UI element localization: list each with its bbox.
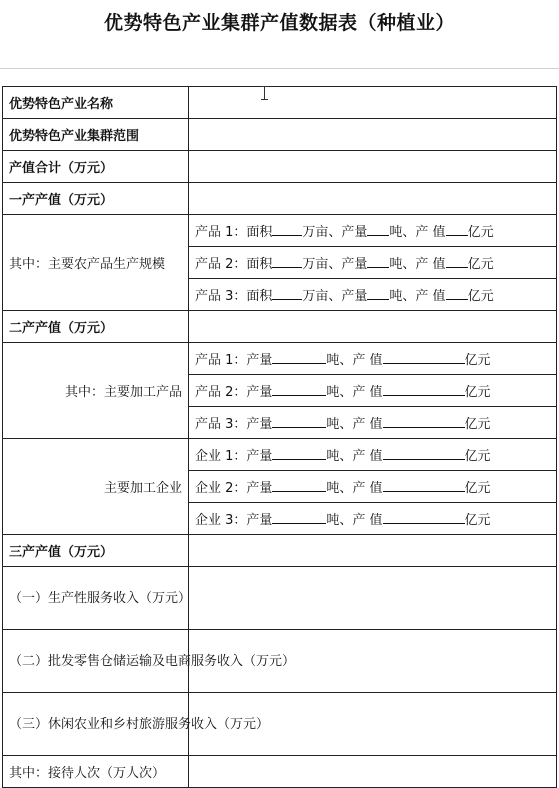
blank-line[interactable] <box>446 255 468 268</box>
product-unit: 吨、产 值 <box>326 385 383 400</box>
enterprise-unit: 吨、产 值 <box>326 449 383 464</box>
row-label-wholesale-services: （二）批发零售仓储运输及电商服务收入（万元） <box>3 630 189 693</box>
row-label-total-output: 产值合计（万元） <box>3 151 189 183</box>
enterprise-unit: 吨、产 值 <box>326 513 383 528</box>
product-unit: 亿元 <box>464 353 491 368</box>
enterprise-unit: 亿元 <box>464 513 491 528</box>
industry-name-field[interactable] <box>189 87 557 119</box>
product-prefix: 产品 3：产量 <box>195 417 273 432</box>
blank-line[interactable] <box>446 223 468 236</box>
row-label-primary-scale: 其中：主要农产品生产规模 <box>3 215 189 311</box>
row-label-primary-output: 一产产值（万元） <box>3 183 189 215</box>
product-unit: 亿元 <box>464 385 491 400</box>
product-unit: 吨、产 值 <box>326 353 383 368</box>
table-row <box>3 119 557 151</box>
enterprise-unit: 亿元 <box>464 449 491 464</box>
blank-line[interactable] <box>272 415 326 428</box>
enterprise-unit: 吨、产 值 <box>326 481 383 496</box>
tertiary-output-field[interactable] <box>189 535 557 567</box>
product-prefix: 产品 2：面积 <box>195 257 273 272</box>
enterprise-prefix: 企业 1：产量 <box>195 449 273 464</box>
cluster-scope-field[interactable] <box>189 119 557 151</box>
product-unit: 吨、产 值 <box>326 417 383 432</box>
table-row <box>3 630 557 693</box>
row-label-tertiary-output: 三产产值（万元） <box>3 535 189 567</box>
page-divider <box>0 68 559 69</box>
table-row <box>3 439 557 471</box>
primary-product-2[interactable] <box>189 247 557 279</box>
row-label-processed-products: 其中：主要加工产品 <box>3 343 189 439</box>
blank-line[interactable] <box>367 287 389 300</box>
product-prefix: 产品 1：面积 <box>195 225 273 240</box>
blank-line[interactable] <box>446 287 468 300</box>
product-unit: 亿元 <box>467 225 494 240</box>
secondary-output-field[interactable] <box>189 311 557 343</box>
row-label-cluster-scope: 优势特色产业集群范围 <box>3 119 189 151</box>
primary-output-field[interactable] <box>189 183 557 215</box>
row-label-production-services: （一）生产性服务收入（万元） <box>3 567 189 630</box>
text-cursor-icon <box>264 86 271 100</box>
row-label-leisure-tourism: （三）休闲农业和乡村旅游服务收入（万元） <box>3 693 189 756</box>
enterprise-3[interactable] <box>189 503 557 535</box>
data-table <box>2 86 557 788</box>
processed-product-3[interactable] <box>189 407 557 439</box>
product-unit: 亿元 <box>467 257 494 272</box>
enterprise-prefix: 企业 3：产量 <box>195 513 273 528</box>
product-prefix: 产品 2：产量 <box>195 385 273 400</box>
table-row <box>3 87 557 119</box>
blank-line[interactable] <box>383 415 465 428</box>
page-title: 优势特色产业集群产值数据表（种植业） <box>103 12 455 34</box>
blank-line[interactable] <box>383 383 465 396</box>
table-row <box>3 151 557 183</box>
product-prefix: 产品 1：产量 <box>195 353 273 368</box>
product-unit: 吨、产 值 <box>389 257 446 272</box>
product-prefix: 产品 3：面积 <box>195 289 273 304</box>
blank-line[interactable] <box>272 479 326 492</box>
table-row <box>3 183 557 215</box>
visitors-field[interactable] <box>189 756 557 788</box>
row-label-enterprises: 主要加工企业 <box>3 439 189 535</box>
blank-line[interactable] <box>367 255 389 268</box>
product-unit: 万亩、产量 <box>302 289 368 304</box>
table-row <box>3 311 557 343</box>
row-label-industry-name: 优势特色产业名称 <box>3 87 189 119</box>
table-row <box>3 535 557 567</box>
blank-line[interactable] <box>272 255 302 268</box>
blank-line[interactable] <box>383 511 465 524</box>
row-label-visitors: 其中：接待人次（万人次） <box>3 756 189 788</box>
product-unit: 万亩、产量 <box>302 257 368 272</box>
product-unit: 万亩、产量 <box>302 225 368 240</box>
blank-line[interactable] <box>272 351 326 364</box>
blank-line[interactable] <box>272 383 326 396</box>
blank-line[interactable] <box>272 287 302 300</box>
blank-line[interactable] <box>272 447 326 460</box>
enterprise-unit: 亿元 <box>464 481 491 496</box>
blank-line[interactable] <box>272 223 302 236</box>
blank-line[interactable] <box>383 447 465 460</box>
blank-line[interactable] <box>383 479 465 492</box>
blank-line[interactable] <box>367 223 389 236</box>
table-row <box>3 343 557 375</box>
production-services-field[interactable] <box>189 567 557 630</box>
table-row <box>3 215 557 247</box>
row-label-secondary-output: 二产产值（万元） <box>3 311 189 343</box>
primary-product-3[interactable] <box>189 279 557 311</box>
primary-product-1[interactable] <box>189 215 557 247</box>
product-unit: 吨、产 值 <box>389 225 446 240</box>
total-output-field[interactable] <box>189 151 557 183</box>
table-row <box>3 567 557 630</box>
processed-product-2[interactable] <box>189 375 557 407</box>
blank-line[interactable] <box>383 351 465 364</box>
processed-product-1[interactable] <box>189 343 557 375</box>
enterprise-2[interactable] <box>189 471 557 503</box>
blank-line[interactable] <box>272 511 326 524</box>
product-unit: 亿元 <box>467 289 494 304</box>
product-unit: 亿元 <box>464 417 491 432</box>
enterprise-1[interactable] <box>189 439 557 471</box>
enterprise-prefix: 企业 2：产量 <box>195 481 273 496</box>
table-row <box>3 693 557 756</box>
product-unit: 吨、产 值 <box>389 289 446 304</box>
table-row <box>3 756 557 788</box>
